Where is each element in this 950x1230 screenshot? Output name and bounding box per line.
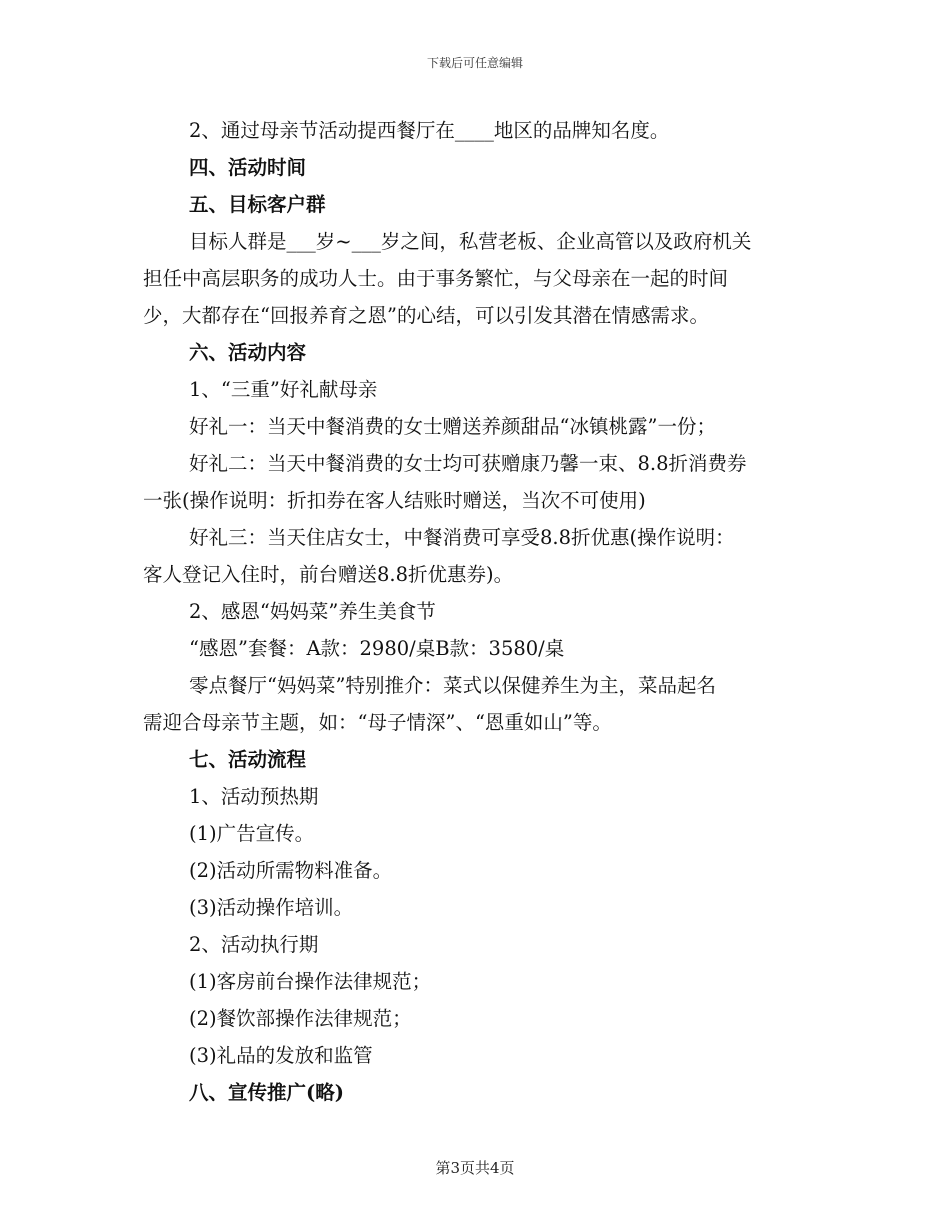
paragraph-line: 少，大都存在“回报养育之恩”的心结，可以引发其潜在情感需求。 [143,304,709,327]
paragraph-line: 1、“三重”好礼献母亲 [189,378,378,401]
paragraph-line: 担任中高层职务的成功人士。由于事务繁忙，与父母亲在一起的时间 [143,267,729,290]
paragraph-line: 2、通过母亲节活动提西餐厅在____地区的品牌知名度。 [189,119,670,142]
paragraph-line: “感恩”套餐：A款：2980/桌B款：3580/桌 [189,637,565,660]
section-heading: 七、活动流程 [189,748,307,771]
paragraph-line: 一张(操作说明：折扣券在客人结账时赠送，当次不可使用) [143,489,646,512]
paragraph-line: 零点餐厅“妈妈菜”特别推介：菜式以保健养生为主，菜品起名 [189,674,716,697]
section-heading: 八、宣传推广(略) [189,1081,344,1104]
paragraph-line: 2、感恩“妈妈菜”养生美食节 [189,600,436,623]
list-item: (2)餐饮部操作法律规范； [189,1007,412,1030]
paragraph-line: 好礼一：当天中餐消费的女士赠送养颜甜品“冰镇桃露”一份； [189,415,716,438]
page-footer: 第3页共4页 [435,1159,515,1177]
list-item: (2)活动所需物料准备。 [189,859,393,882]
paragraph-line: 好礼二：当天中餐消费的女士均可获赠康乃馨一束、8.8折消费券 [189,452,747,475]
section-heading: 六、活动内容 [189,341,307,364]
list-item: (1)广告宣传。 [189,822,315,845]
paragraph-line: 目标人群是___岁~___岁之间，私营老板、企业高管以及政府机关 [189,230,752,253]
list-item: (1)客房前台操作法律规范； [189,970,432,993]
document-body [143,112,809,1111]
paragraph-line: 需迎合母亲节主题，如：“母子情深”、“恩重如山”等。 [143,711,612,734]
page-header: 下载后可任意编辑 [426,56,523,70]
paragraph-line: 好礼三：当天住店女士，中餐消费可享受8.8折优惠(操作说明： [189,526,735,549]
paragraph-line: 1、活动预热期 [189,785,319,808]
paragraph-line: 2、活动执行期 [189,933,319,956]
section-heading: 四、活动时间 [189,156,307,179]
section-heading: 五、目标客户群 [189,193,326,216]
list-item: (3)礼品的发放和监管 [189,1044,373,1067]
paragraph-line: 客人登记入住时，前台赠送8.8折优惠券)。 [143,563,514,586]
list-item: (3)活动操作培训。 [189,896,354,919]
